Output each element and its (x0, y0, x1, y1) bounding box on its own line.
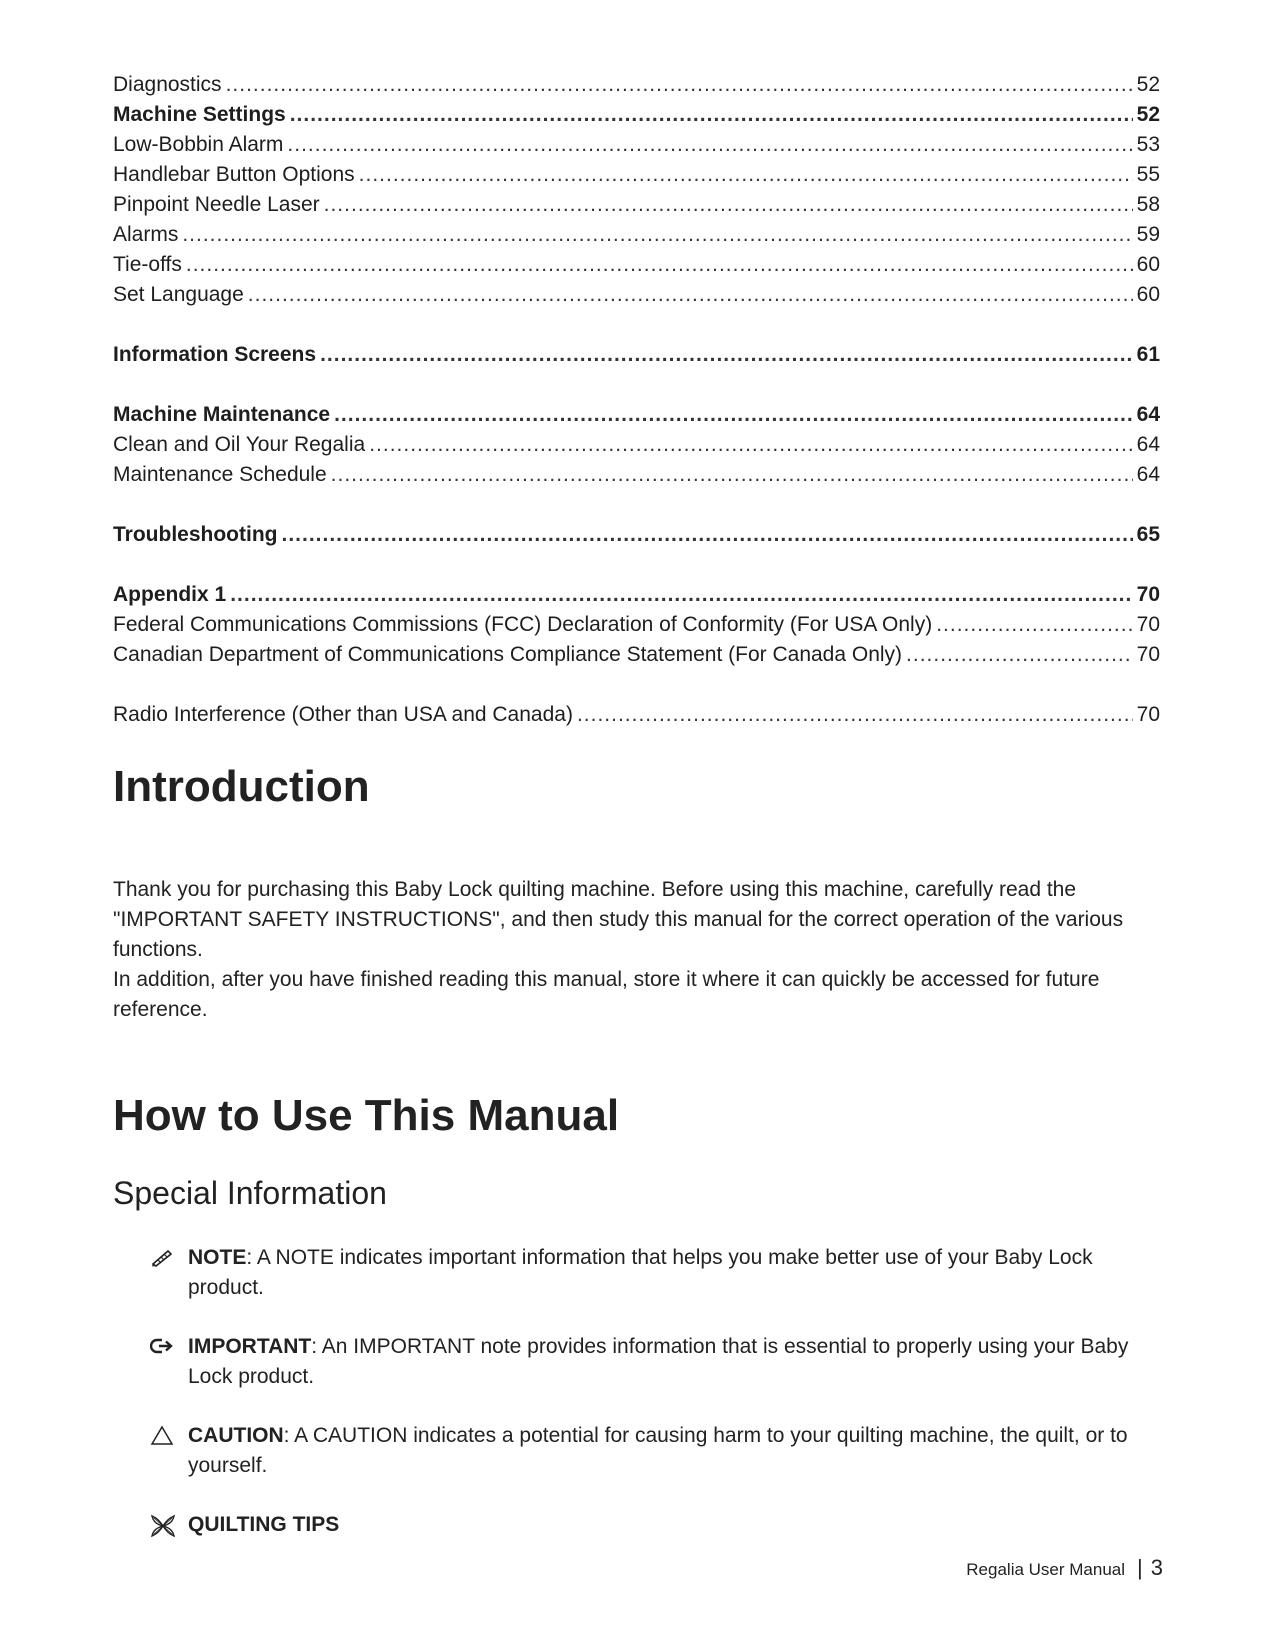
toc-entry-title: Troubleshooting (113, 523, 278, 546)
toc-leader (577, 700, 1133, 730)
toc-leader (331, 460, 1133, 490)
quilting-tips-label: QUILTING TIPS (188, 1513, 340, 1536)
toc-entry[interactable] (113, 190, 1160, 220)
toc-entry[interactable] (113, 400, 1160, 430)
note-item (150, 1243, 1160, 1303)
toc-entry[interactable] (113, 700, 1160, 730)
toc-entry[interactable] (113, 130, 1160, 160)
caution-item (150, 1421, 1160, 1481)
caution-description: : A CAUTION indicates a potential for causing harm to your quilting machine, the quilt, or to yourself. (188, 1424, 1128, 1477)
toc-leader (226, 70, 1133, 100)
toc-entry-page: 58 (1136, 193, 1160, 216)
toc-entry-page: 52 (1136, 103, 1160, 126)
quilting-tips-text (188, 1510, 339, 1540)
toc-entry[interactable] (113, 520, 1160, 550)
toc-leader (936, 610, 1132, 640)
toc-leader (334, 400, 1133, 430)
toc-entry-page: 52 (1136, 73, 1160, 96)
caution-text (188, 1421, 1160, 1481)
introduction-paragraph: In addition, after you have finished reading this manual, store it where it can quickly be accessed for future reference. (113, 968, 1100, 1021)
toc-leader (186, 250, 1133, 280)
toc-entry-page: 64 (1136, 463, 1160, 486)
toc-entry-page: 59 (1136, 223, 1160, 246)
toc-entry-title: Set Language (113, 283, 244, 306)
toc-spacer (113, 550, 1160, 580)
toc-spacer (113, 490, 1160, 520)
introduction-body (113, 875, 1163, 1025)
toc-entry-page: 70 (1136, 613, 1160, 636)
toc-entry-page: 70 (1136, 643, 1160, 666)
toc-entry-title: Federal Communications Commissions (FCC) Declaration of Conformity (For USA Only) (113, 613, 933, 636)
toc-entry-page: 64 (1136, 403, 1160, 426)
toc-entry[interactable] (113, 70, 1160, 100)
toc-entry[interactable] (113, 430, 1160, 460)
toc-spacer (113, 370, 1160, 400)
toc-leader (906, 640, 1133, 670)
toc-entry-title: Maintenance Schedule (113, 463, 327, 486)
toc-entry-page: 70 (1136, 703, 1160, 726)
toc-leader (359, 160, 1133, 190)
toc-entry[interactable] (113, 100, 1160, 130)
introduction-heading: Introduction (113, 762, 370, 811)
toc-entry-title: Canadian Department of Communications Compliance Statement (For Canada Only) (113, 643, 903, 666)
toc-entry-page: 64 (1136, 433, 1160, 456)
toc-leader (290, 100, 1133, 130)
toc-entry-page: 60 (1136, 253, 1160, 276)
toc-entry-title: Pinpoint Needle Laser (113, 193, 320, 216)
toc-entry-title: Machine Settings (113, 103, 286, 126)
special-information-heading: Special Information (113, 1175, 387, 1211)
toc-entry-title: Information Screens (113, 343, 317, 366)
toc-entry[interactable] (113, 280, 1160, 310)
caution-label: CAUTION (188, 1424, 284, 1447)
how-to-use-heading: How to Use This Manual (113, 1091, 620, 1140)
toc-entry-title: Low-Bobbin Alarm (113, 133, 284, 156)
toc-leader (230, 580, 1132, 610)
important-description: : An IMPORTANT note provides information that is essential to properly using your Baby Lock product. (188, 1335, 1129, 1388)
table-of-contents (113, 70, 1160, 730)
toc-entry[interactable] (113, 580, 1160, 610)
introduction-paragraph: Thank you for purchasing this Baby Lock quilting machine. Before using this machine, carefully read the "IMPORTANT SAFETY INSTRUCTIONS", and then study this manual for the correct operation of the various functions. (113, 878, 1124, 961)
quilting-tips-icon (150, 1510, 188, 1540)
toc-entry[interactable] (113, 460, 1160, 490)
toc-entry-page: 60 (1136, 283, 1160, 306)
toc-leader (320, 340, 1133, 370)
footer-divider: | (1137, 1555, 1143, 1580)
toc-leader (281, 520, 1132, 550)
toc-entry-page: 65 (1136, 523, 1160, 546)
toc-spacer (113, 310, 1160, 340)
toc-entry-title: Alarms (113, 223, 179, 246)
note-label: NOTE (188, 1246, 247, 1269)
toc-entry-title: Machine Maintenance (113, 403, 331, 426)
toc-entry-page: 53 (1136, 133, 1160, 156)
toc-entry-title: Tie-offs (113, 253, 182, 276)
toc-entry-page: 61 (1136, 343, 1160, 366)
toc-entry-title: Handlebar Button Options (113, 163, 355, 186)
toc-entry[interactable] (113, 640, 1160, 670)
toc-leader (324, 190, 1133, 220)
important-item (150, 1332, 1160, 1392)
toc-entry-title: Clean and Oil Your Regalia (113, 433, 366, 456)
note-description: : A NOTE indicates important information that helps you make better use of your Baby Lock product. (188, 1246, 1093, 1299)
toc-leader (248, 280, 1133, 310)
toc-entry-page: 70 (1136, 583, 1160, 606)
toc-entry-title: Radio Interference (Other than USA and Canada) (113, 703, 573, 726)
manual-name: Regalia User Manual (966, 1560, 1126, 1579)
important-text (188, 1332, 1160, 1392)
page-number: 3 (1150, 1555, 1163, 1580)
toc-entry-title: Appendix 1 (113, 583, 227, 606)
toc-entry[interactable] (113, 220, 1160, 250)
important-label: IMPORTANT (188, 1335, 312, 1358)
toc-spacer (113, 670, 1160, 700)
pencil-icon (150, 1243, 188, 1303)
toc-entry-title: Diagnostics (113, 73, 222, 96)
toc-leader (287, 130, 1132, 160)
toc-entry[interactable] (113, 250, 1160, 280)
toc-entry-page: 55 (1136, 163, 1160, 186)
toc-entry[interactable] (113, 340, 1160, 370)
toc-entry[interactable] (113, 160, 1160, 190)
toc-entry[interactable] (113, 610, 1160, 640)
arrow-icon (150, 1332, 188, 1392)
quilting-tips-item (150, 1510, 1160, 1540)
caution-triangle-icon (150, 1421, 188, 1481)
page-footer (966, 1555, 1163, 1581)
toc-leader (369, 430, 1132, 460)
note-text (188, 1243, 1160, 1303)
toc-leader (182, 220, 1132, 250)
